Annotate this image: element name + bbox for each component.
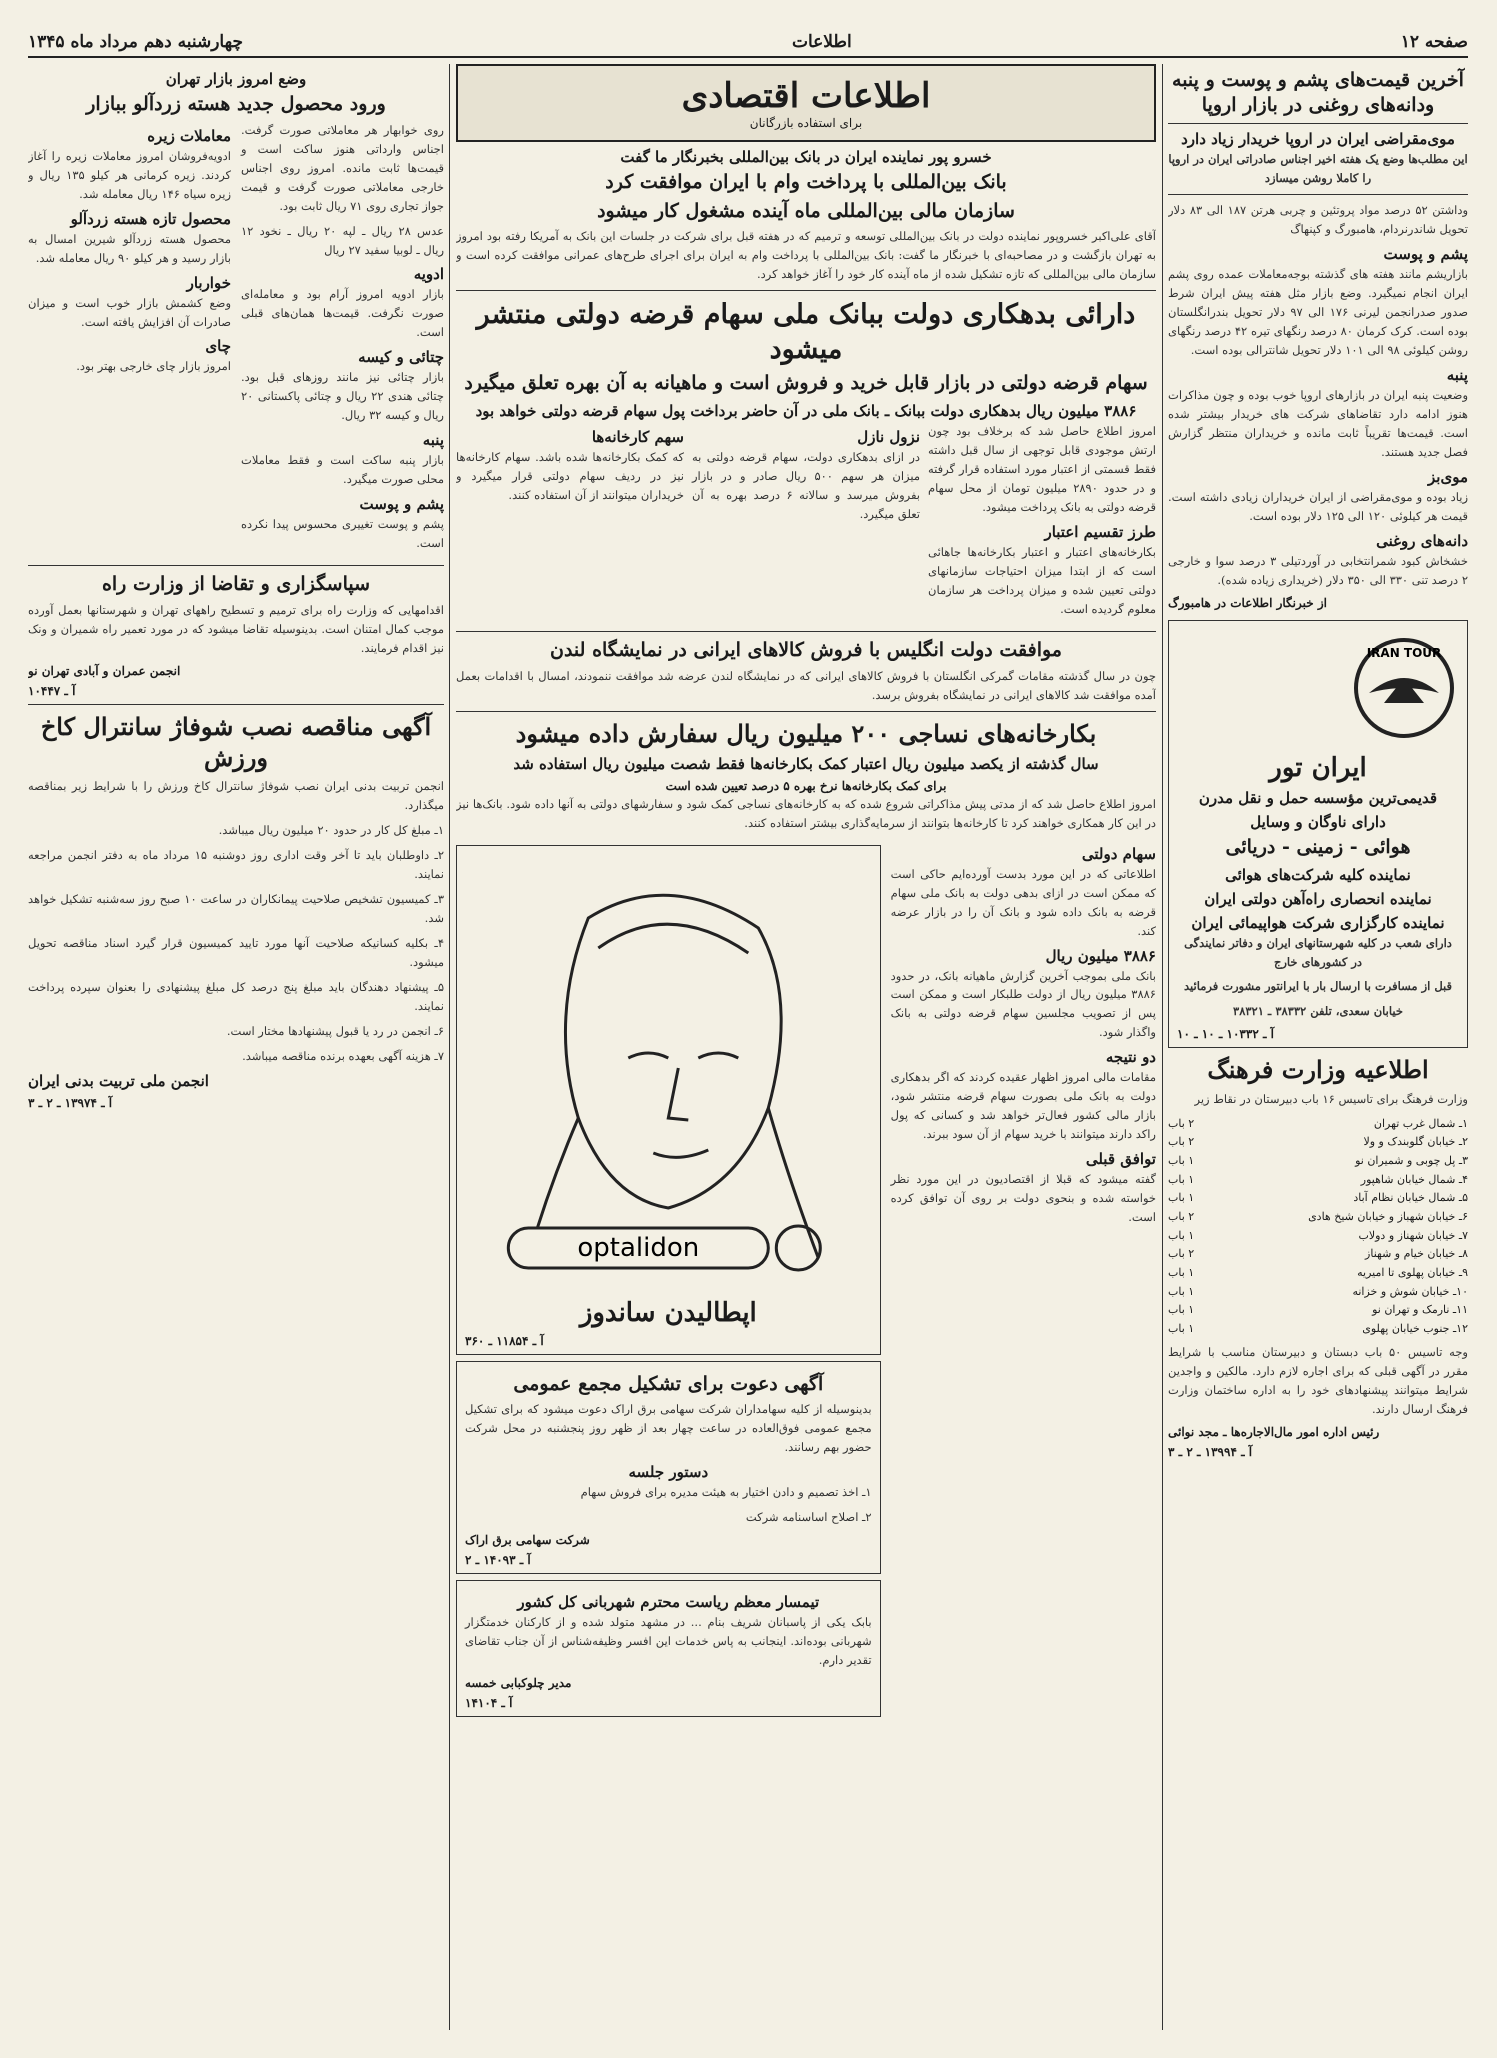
article-paragraph: پشم و پوست تغییری محسوس پیدا نکرده است.: [241, 517, 444, 551]
culture-notice-title: اطلاعیه وزارت فرهنگ: [1207, 1055, 1429, 1085]
article-paragraph: مقامات مالی امروز اظهار عقیده کردند که اگر بدهکاری دولت به بانک ملی بصورت سهام قرضه منتشر شود، بازار مالی کشور فعال‌تر خواهد شد و کسانی که پول راکد دارند میتوانند با خرید سهام از آن سود ببرند.: [890, 1070, 1156, 1142]
optalidon-ad: [456, 845, 881, 1355]
article-paragraph: بانک ملی بموجب آخرین گزارش ماهیانه بانک، در حدود ۳۸۸۶ میلیون ریال از دولت طلبکار است و ممکن است پس از تصویب مجلسین سهام قرضه دولتی به بانک واگذار شود.: [890, 968, 1156, 1040]
iran-tour-logo-text: IRAN TOUR: [1366, 645, 1442, 660]
column-right: [1168, 64, 1468, 2030]
letter-text: بابک یکی از پاسبانان شریف بنام ... در مشهد متولد شده و از کارکنان خدمتگزار شهربانی بوده‌اند. اینجانب به پاس خدمات این افسر وظیفه‌شناس از آن جناب تقاضای تقدیر دارم.: [465, 1615, 872, 1668]
iran-tour-agent: نماینده کلیه شرکت‌های هوائی: [1225, 865, 1411, 884]
page-header: [28, 28, 1468, 58]
optalidon-name: اپطالیدن ساندوز: [579, 1297, 757, 1328]
issue-date: چهارشنبه دهم مرداد ماه ۱۳۴۵: [28, 32, 243, 52]
ad-code: آ ـ ۱۰۴۴۷: [28, 683, 76, 698]
school-count: ۲ باب: [1168, 1247, 1195, 1261]
meeting-text: بدینوسیله از کلیه سهامداران شرکت سهامی برق اراک دعوت میشود که برای تشکیل مجمع عمومی فوق‌العاده در ساعت چهار بعد از ظهر روز پنجشنبه در محل شرکت حضور بهم رسانند.: [465, 1402, 872, 1455]
ad-code: آ ـ ۱۴۱۰۴: [465, 1696, 513, 1711]
school-count: ۱ باب: [1168, 1322, 1195, 1336]
tender-title: آگهی مناقصه نصب شوفاژ سانترال کاخ ورزش: [40, 711, 432, 772]
meeting-signer: شرکت سهامی برق اراک: [465, 1533, 590, 1548]
section-heading: پنبه: [422, 431, 444, 450]
column-rule: [1162, 64, 1163, 2030]
section-heading: موی‌بز: [1428, 467, 1468, 486]
iran-tour-contact: قبل از مسافرت با ارسال بار با ایرانتور مشورت فرمائید: [1183, 979, 1452, 994]
list-item: [1168, 1320, 1468, 1339]
banner-subtitle: برای استفاده بازرگانان: [749, 116, 863, 130]
article-paragraph: محصول هسته زردآلو شیرین امسال به بازار رسید و هر کیلو ۹۰ ریال معامله شد.: [28, 231, 231, 265]
meeting-ad: [456, 1361, 881, 1575]
school-location: ۲ـ خیابان گلوبندک و ولا: [1363, 1135, 1468, 1149]
school-count: ۱ باب: [1168, 1266, 1195, 1280]
column-rule: [449, 64, 450, 2030]
section-heading: خواربار: [186, 273, 231, 292]
tender-condition: ۶ـ انجمن در رد یا قبول پیشنهادها مختار است.: [226, 1023, 444, 1038]
section-heading: چتائی‌ و کیسه: [358, 348, 444, 367]
list-item: [1168, 1301, 1468, 1320]
list-item: [1168, 1171, 1468, 1190]
iran-tour-tagline: قدیمی‌ترین مؤسسه حمل و نقل مدرن: [1198, 788, 1438, 807]
section-heading: پشم و پوست: [1383, 245, 1468, 264]
list-item: [1168, 1189, 1468, 1208]
school-count: ۱ باب: [1168, 1153, 1195, 1167]
prices-headline: آخرین قیمت‌های پشم و پوست و پنبه ودانه‌های روغنی در بازار اروپا: [1172, 69, 1464, 116]
subhead-note: این مطلب‌ها وضع یک هفته اخیر اجناس صادراتی ایران در اروپا را کاملا روشن میسازد: [1168, 152, 1468, 186]
article-paragraph: زیاد بوده و موی‌مقراضی از ایران خریداران زیادی داشته است. قیمت هر کیلوئی ۱۲۰ الی ۱۲۵ دلار بوده است.: [1168, 489, 1468, 523]
section-heading: پنبه: [1446, 366, 1468, 385]
textile-headline: بکارخانه‌های نساجی ۲۰۰ میلیون ریال سفارش داده میشود: [515, 718, 1097, 748]
page-number: صفحه ۱۲: [1400, 32, 1468, 52]
school-count: ۱ باب: [1168, 1228, 1195, 1242]
school-location: ۱۱ـ نارمک و تهران نو: [1372, 1303, 1468, 1317]
school-count: ۱ باب: [1168, 1191, 1195, 1205]
iran-tour-name: ایران تور: [1269, 752, 1367, 783]
school-location: ۱۰ـ خیابان شوش و خزانه: [1352, 1284, 1468, 1298]
lead-title: بانک بین‌المللی با پرداخت وام با ایران موافقت کرد: [605, 171, 1007, 193]
section-heading: نزول نازل: [857, 428, 920, 447]
school-location: ۶ـ خیابان شهباز و خیابان شیخ هادی: [1308, 1210, 1468, 1223]
iran-tour-ad: [1168, 620, 1468, 1049]
meeting-title: آگهی دعوت برای تشکیل مجمع عمومی: [513, 1372, 824, 1395]
section-heading: دو نتیجه: [1105, 1048, 1156, 1067]
list-item: [1168, 1152, 1468, 1171]
ad-code: آ ـ ۱۳۹۷۴ ـ ۲ ـ ۳: [28, 1095, 113, 1110]
school-list: [1168, 1115, 1468, 1339]
article-paragraph: بازار پنبه ساکت است و فقط معاملات محلی صورت میگیرد.: [241, 453, 444, 487]
article-paragraph: بازار چتائی نیز مانند روزهای قبل بود. چتائی هندی ۲۲ ریال و چتائی پاکستانی ۲۰ ریال و کیسه ۳۲ ریال.: [241, 370, 444, 423]
list-item: [1168, 1264, 1468, 1283]
iran-tour-tagline: دارای ناوگان و وسایل: [1250, 812, 1386, 831]
police-letter-ad: [456, 1580, 881, 1717]
school-location: ۷ـ خیابان شهناز و دولاب: [1358, 1228, 1468, 1242]
textile-subtitle: سال گذشته از یکصد میلیون ریال اعتبار کمک بکارخانه‌ها فقط شصت میلیون ریال استفاده شد: [513, 754, 1099, 773]
school-location: ۳ـ پل چوبی و شمیران نو: [1355, 1153, 1468, 1167]
bonds-subtitle: سهام قرضه دولتی در بازار قابل خرید و فروش است و ماهیانه به آن بهره تعلق میگیرد: [464, 372, 1148, 395]
list-item: [1168, 1283, 1468, 1302]
optalidon-brand: optalidon: [577, 1232, 700, 1263]
section-heading: محصول تازه هسته زردآلو: [70, 209, 231, 228]
article-paragraph: امروز اطلاع حاصل شد که برخلاف بود چون ارتش موجودی قابل توجهی از سال قبل داشته فقط قسمتی از اعتبار مورد استفاده قرار گرفته و در حدود ۲۸۹۰ میلیون تومان از محل سهام قرضه دولتی به بانک پرداخت میشود.: [928, 424, 1156, 515]
section-heading: ادویه: [413, 265, 444, 284]
banner-title: اطلاعات اقتصادی: [681, 76, 931, 116]
school-count: ۲ باب: [1168, 1116, 1195, 1130]
school-count: ۱ باب: [1168, 1172, 1195, 1186]
article-paragraph: در ازای بدهکاری دولت، سهام قرضه دولتی به میزان هر سهم ۵۰۰ ریال صادر و در بازار بفروش میرسد و سالانه ۶ درصد بهره به آن تعلق میگیرد.: [692, 450, 920, 522]
ad-code: آ ـ ۱۰۳۳۲ ـ ۱۰ ـ ۱۰: [1177, 1027, 1274, 1042]
apricot-headline: ورود محصول جدید هسته زردآلو ببازار: [86, 93, 386, 115]
tender-intro: انجمن تربیت بدنی ایران نصب شوفاژ سانترال کاخ ورزش را با شرایط زیر بمناقصه میگذارد.: [28, 779, 444, 813]
article-paragraph: امروز اطلاع حاصل شد که از مدتی پیش مذاکراتی شروع شده که به کارخانه‌های نساجی کمک شود و سفارشهای دولتی به آنها داده شود. بانک‌ها نیز در این کار همکاری خواهند کرد تا کارخانه‌ها بتوانند از سرمایه‌گذاری بیشتر استفاده کنند.: [456, 796, 1156, 830]
article-paragraph: وضعیت پنبه ایران در بازارهای اروپا خوب بوده و چون مذاکرات هنوز ادامه دارد تقاضاهای شرکت های خریدار بیشتر شده است. قیمت‌ها تقریباً ثابت مانده و خریداران منتظر گزارش فصل جدید هستند.: [1168, 388, 1468, 459]
iran-tour-branches: دارای شعب در کلیه شهرستانهای ایران و دفاتر نمایندگی در کشورهای خارج: [1184, 935, 1452, 969]
lead-kicker: خسرو پور نماینده ایران در بانک بین‌المللی بخبرنگار ما گفت: [620, 148, 992, 166]
article-paragraph: وضع کشمش بازار خوب است و میزان صادرات آن افزایش یافته است.: [28, 295, 231, 329]
tender-condition: ۷ـ هزینه آگهی بعهده برنده مناقصه میباشد.: [242, 1048, 444, 1063]
road-signer: انجمن عمران و آبادی تهران نو: [28, 663, 181, 678]
school-count: ۲ باب: [1168, 1135, 1195, 1149]
letter-title: تیمسار معظم ریاست محترم شهربانی کل کشور: [517, 1593, 820, 1612]
iran-tour-modes: هوائی - زمینی - دریائی: [1225, 835, 1411, 858]
article-paragraph: خشخاش کبود شمرانتخابی در آوردتیلی ۳ درصد سوا و خارجی ۲ درصد تنی ۳۳۰ الی ۳۵۰ دلار (خریداری زیاده شده).: [1168, 553, 1468, 587]
lead-subtitle: سازمان مالی بین‌المللی ماه آینده مشغول کار میشود: [597, 199, 1015, 222]
section-heading: ۳۸۸۶ میلیون ریال: [1045, 946, 1156, 965]
paper-name: اطلاعات: [791, 32, 852, 52]
bonds-headline: دارائی بدهکاری دولت ببانک ملی سهام قرضه دولتی منتشر میشود: [476, 299, 1136, 366]
tender-condition: ۵ـ پیشنهاد دهندگان باید مبلغ پنج درصد کل مبلغ پیشنهادی را بعنوان سپرده پرداخت نمایند.: [28, 979, 444, 1013]
tender-condition: ۳ـ کمیسیون تشخیص صلاحیت پیمانکاران در ساعت ۱۰ صبح روز سه‌شنبه تشکیل خواهد شد.: [28, 891, 444, 925]
textile-subtitle: برای کمک بکارخانه‌ها نرخ بهره ۵ درصد تعیین شده است: [665, 778, 947, 793]
column-center: [456, 64, 1156, 2030]
article-paragraph: بازاریشم مانند هفته های گذشته بوجه‌معاملات عمده روی پشم ایران انجام نمیگیرد. وضع بازار مثل هفته پیش ایران شرط صدور صدرانجمن لیرنی ۱۷۶ الی ۹۷ دلار تحویل بندرانگلستان بوده است. کرک کرمان ۸۰ درصد رنگهای تیره ۴۲ درصد رنگهای روشن کیلوئی ۹۸ الی ۱۰۱ دلار تحویل شانترالی بوده است.: [1168, 267, 1468, 358]
school-location: ۵ـ شمال خیابان نظام آباد: [1353, 1191, 1468, 1205]
school-location: ۹ـ خیابان پهلوی تا امیریه: [1357, 1266, 1468, 1280]
portrait-illustration-icon: [465, 858, 872, 1288]
article-paragraph: گفته میشود که قبلا از اقتصادیون در این مورد نظر خواسته شده و بنحوی دولت بر روی آن توافق کرده است.: [890, 1172, 1156, 1225]
culture-body: وجه تاسیس ۵۰ باب دبستان و دبیرستان مناسب با شرایط مقرر در آگهی قبلی که برای اجاره لازم دارد. مالکین و واجدین شرایط میتوانند پیشنهادهای خود را به اداره ساختمان وزارت فرهنگ ارسال دارند.: [1168, 1344, 1468, 1416]
section-heading: طرز تقسیم اعتبار: [1044, 523, 1156, 541]
tender-condition: ۲ـ داوطلبان باید تا آخر وقت اداری روز دوشنبه ۱۵ مرداد ماه به دفتر انجمن مراجعه نمایند.: [28, 848, 444, 881]
school-location: ۱۲ـ جنوب خیابان پهلوی: [1362, 1322, 1468, 1336]
article-paragraph: روی خوابهار هر معاملاتی صورت گرفت. اجناس وارداتی هنوز ساکت است و قیمت‌ها ثابت مانده. امروز روی اجناس خارجی معاملاتی صورت گرفت و قیمت جواز تجاری روی ۷۱ ریال ثابت بود.: [241, 122, 444, 213]
iran-tour-logo-icon: [1349, 633, 1459, 743]
column-left: [28, 64, 444, 2030]
section-heading: دانه‌های روغنی: [1376, 531, 1468, 550]
section-heading: پشم و پوست: [359, 495, 444, 514]
school-count: ۱ باب: [1168, 1284, 1195, 1298]
ad-code: آ ـ ۱۳۹۹۴ ـ ۲ ـ ۳: [1168, 1444, 1253, 1459]
article-paragraph: اطلاعاتی که در این مورد بدست آورده‌ایم حاکی است که ممکن است در ازای بدهی دولت به بانک ملی سهام قرضه به بانک داده شود و بانک آن را در بازار عرضه کند.: [890, 866, 1156, 938]
article-intro: وداشتن ۵۲ درصد مواد پروتئین و چربی هرتن ۱۸۷ الی ۸۳ دلار تحویل شاندرنردام، هامبورگ و کپنهاگ: [1168, 203, 1468, 237]
list-item: [1168, 1133, 1468, 1152]
lead-paragraph: آقای علی‌اکبر خسروپور نماینده دولت در بانک بین‌المللی توسعه و ترمیم که در هفته قبل برای شرکت در جلسات این بانک به آمریکا رفته بود امروز به تهران بازگشت و در مصاحبه‌ای با خبرنگار ما گفت: بانک بین‌المللی با پرداخت وام به ایران برای اجرای طرح‌های عمرانی موافقت کرده است و سازمان مالی بین‌المللی که تازه تشکیل شده از ماه آینده کار خود را آغاز خواهد کرد.: [456, 229, 1156, 282]
article-paragraph: که کمک بکارخانه‌ها شده باشد. سهام کارخانه‌ها نیز در ردیف سهام دولتی قرار میگیرد و خریداران میتوانند از آن استفاده کنند.: [456, 450, 684, 503]
agenda-item: ۲ـ اصلاح اساسنامه شرکت: [745, 1510, 872, 1525]
economic-banner: [456, 64, 1156, 142]
letter-signer: مدیر چلوکبابی خمسه: [465, 1676, 572, 1691]
culture-signer: رئیس اداره امور مال‌الاجاره‌ها ـ مجد نوائی: [1168, 1424, 1380, 1439]
school-location: ۱ـ شمال غرب تهران: [1373, 1116, 1468, 1130]
article-signature: از خبرنگار اطلاعات در هامبورگ: [1168, 595, 1327, 610]
tender-condition: ۱ـ مبلغ کل کار در حدود ۲۰ میلیون ریال میباشد.: [218, 823, 444, 838]
article-paragraph: چون در سال گذشته مقامات گمرکی انگلستان با فروش کالاهای ایرانی که در نمایشگاه لندن عرضه شد موافقت ننمودند، امسال با اقدامات بعمل آمده موافقت شد کالاهای ایرانی در نمایشگاه بفروش برسد.: [456, 668, 1156, 702]
tender-conditions: [28, 821, 444, 1066]
article-paragraph: امروز بازار چای خارجی بهتر بود.: [76, 359, 231, 374]
road-text: اقدامهایی که وزارت راه برای ترمیم و تسطیح راههای تهران و شهرستانها بعمل آورده موجب کمال امتنان است. بدینوسیله تقاضا میشود که در مورد تعمیر راه شمیران و ونک نیز اقدام فرمایند.: [28, 602, 444, 655]
article-paragraph: بازار ادویه امروز آرام بود و معامله‌ای صورت نگرفت. قیمت‌ها همان‌های قبلی است.: [241, 287, 444, 340]
ad-code: آ ـ ۱۴۰۹۳ ـ ۲: [465, 1553, 531, 1568]
school-location: ۴ـ شمال خیابان شاهپور: [1360, 1172, 1468, 1186]
agenda-item: ۱ـ اخذ تصمیم و دادن اختیار به هیئت مدیره برای فروش سهام: [580, 1485, 872, 1500]
road-title: سپاسگزاری و تقاضا از وزارت راه: [101, 573, 371, 596]
tender-signer: انجمن ملی تربیت بدنی ایران: [28, 1071, 209, 1090]
ad-code: آ ـ ۱۱۸۵۴ ـ ۳۶۰: [465, 1333, 544, 1348]
section-heading: سهم کارخانه‌ها: [591, 428, 684, 447]
london-headline: موافقت دولت انگلیس با فروش کالاهای ایرانی در نمایشگاه لندن: [550, 638, 1062, 661]
school-count: ۱ باب: [1168, 1303, 1195, 1317]
tender-condition: ۴ـ بکلیه کسانیکه صلاحیت آنها مورد تایید کمیسیون قرار گیرد اسناد مناقصه تحویل میشود.: [28, 935, 444, 969]
market-title: وضع امروز بازار تهران: [165, 70, 307, 88]
section-heading: معاملات زیره: [147, 126, 231, 145]
school-location: ۸ـ خیابان خیام و شهناز: [1365, 1247, 1468, 1261]
agenda-title: دستور جلسه: [628, 1463, 709, 1482]
iran-tour-airline: نماینده کارگزاری شرکت هواپیمائی ایران: [1191, 913, 1445, 932]
section-heading: سهام دولتی: [1081, 844, 1156, 863]
list-item: [1168, 1208, 1468, 1227]
bonds-kicker: ۳۸۸۶ میلیون ریال بدهکاری دولت ببانک ـ بانک ملی در آن حاضر برداخت پول سهام قرضه دولتی خواهد بود: [475, 402, 1137, 421]
article-paragraph: ادویه‌فروشان امروز معاملات زیره را آغاز کردند. زیره کرمانی هر کیلو ۱۳۵ ریال و زیره سیاه ۱۴۶ ریال معامله شد.: [28, 148, 232, 201]
price-list: عدس ۲۸ ریال ـ لپه ۲۰ ریال ـ نخود ۱۲ ریال ـ لوبیا سفید ۲۷ ریال: [241, 223, 444, 257]
school-count: ۲ باب: [1168, 1210, 1195, 1223]
article-paragraph: بکارخانه‌های اعتبار و اعتبار بکارخانه‌ها جاهائی است که از ابتدا میزان احتیاجات سازمانهای دولتی تعیین شده و میزان پرداخت هر سازمان معلوم گردیده است.: [928, 545, 1156, 616]
newspaper-page: [28, 28, 1468, 2030]
iran-tour-rail: نماینده انحصاری راه‌آهن دولتی ایران: [1204, 889, 1432, 908]
mohair-subhead: موی‌مقراضی ایران در اروپا خریدار زیاد دارد: [1181, 130, 1455, 149]
iran-tour-address: خیابان سعدی، تلفن ۳۸۳۳۲ ـ ۳۸۳۲۱: [1233, 1004, 1403, 1019]
list-item: [1168, 1245, 1468, 1264]
section-heading: توافق قبلی: [1085, 1150, 1156, 1169]
list-item: [1168, 1227, 1468, 1246]
section-heading: چای: [205, 337, 231, 356]
list-item: [1168, 1115, 1468, 1134]
culture-intro: وزارت فرهنگ برای تاسیس ۱۶ باب دبیرستان در نقاط زیر: [1194, 1091, 1468, 1106]
